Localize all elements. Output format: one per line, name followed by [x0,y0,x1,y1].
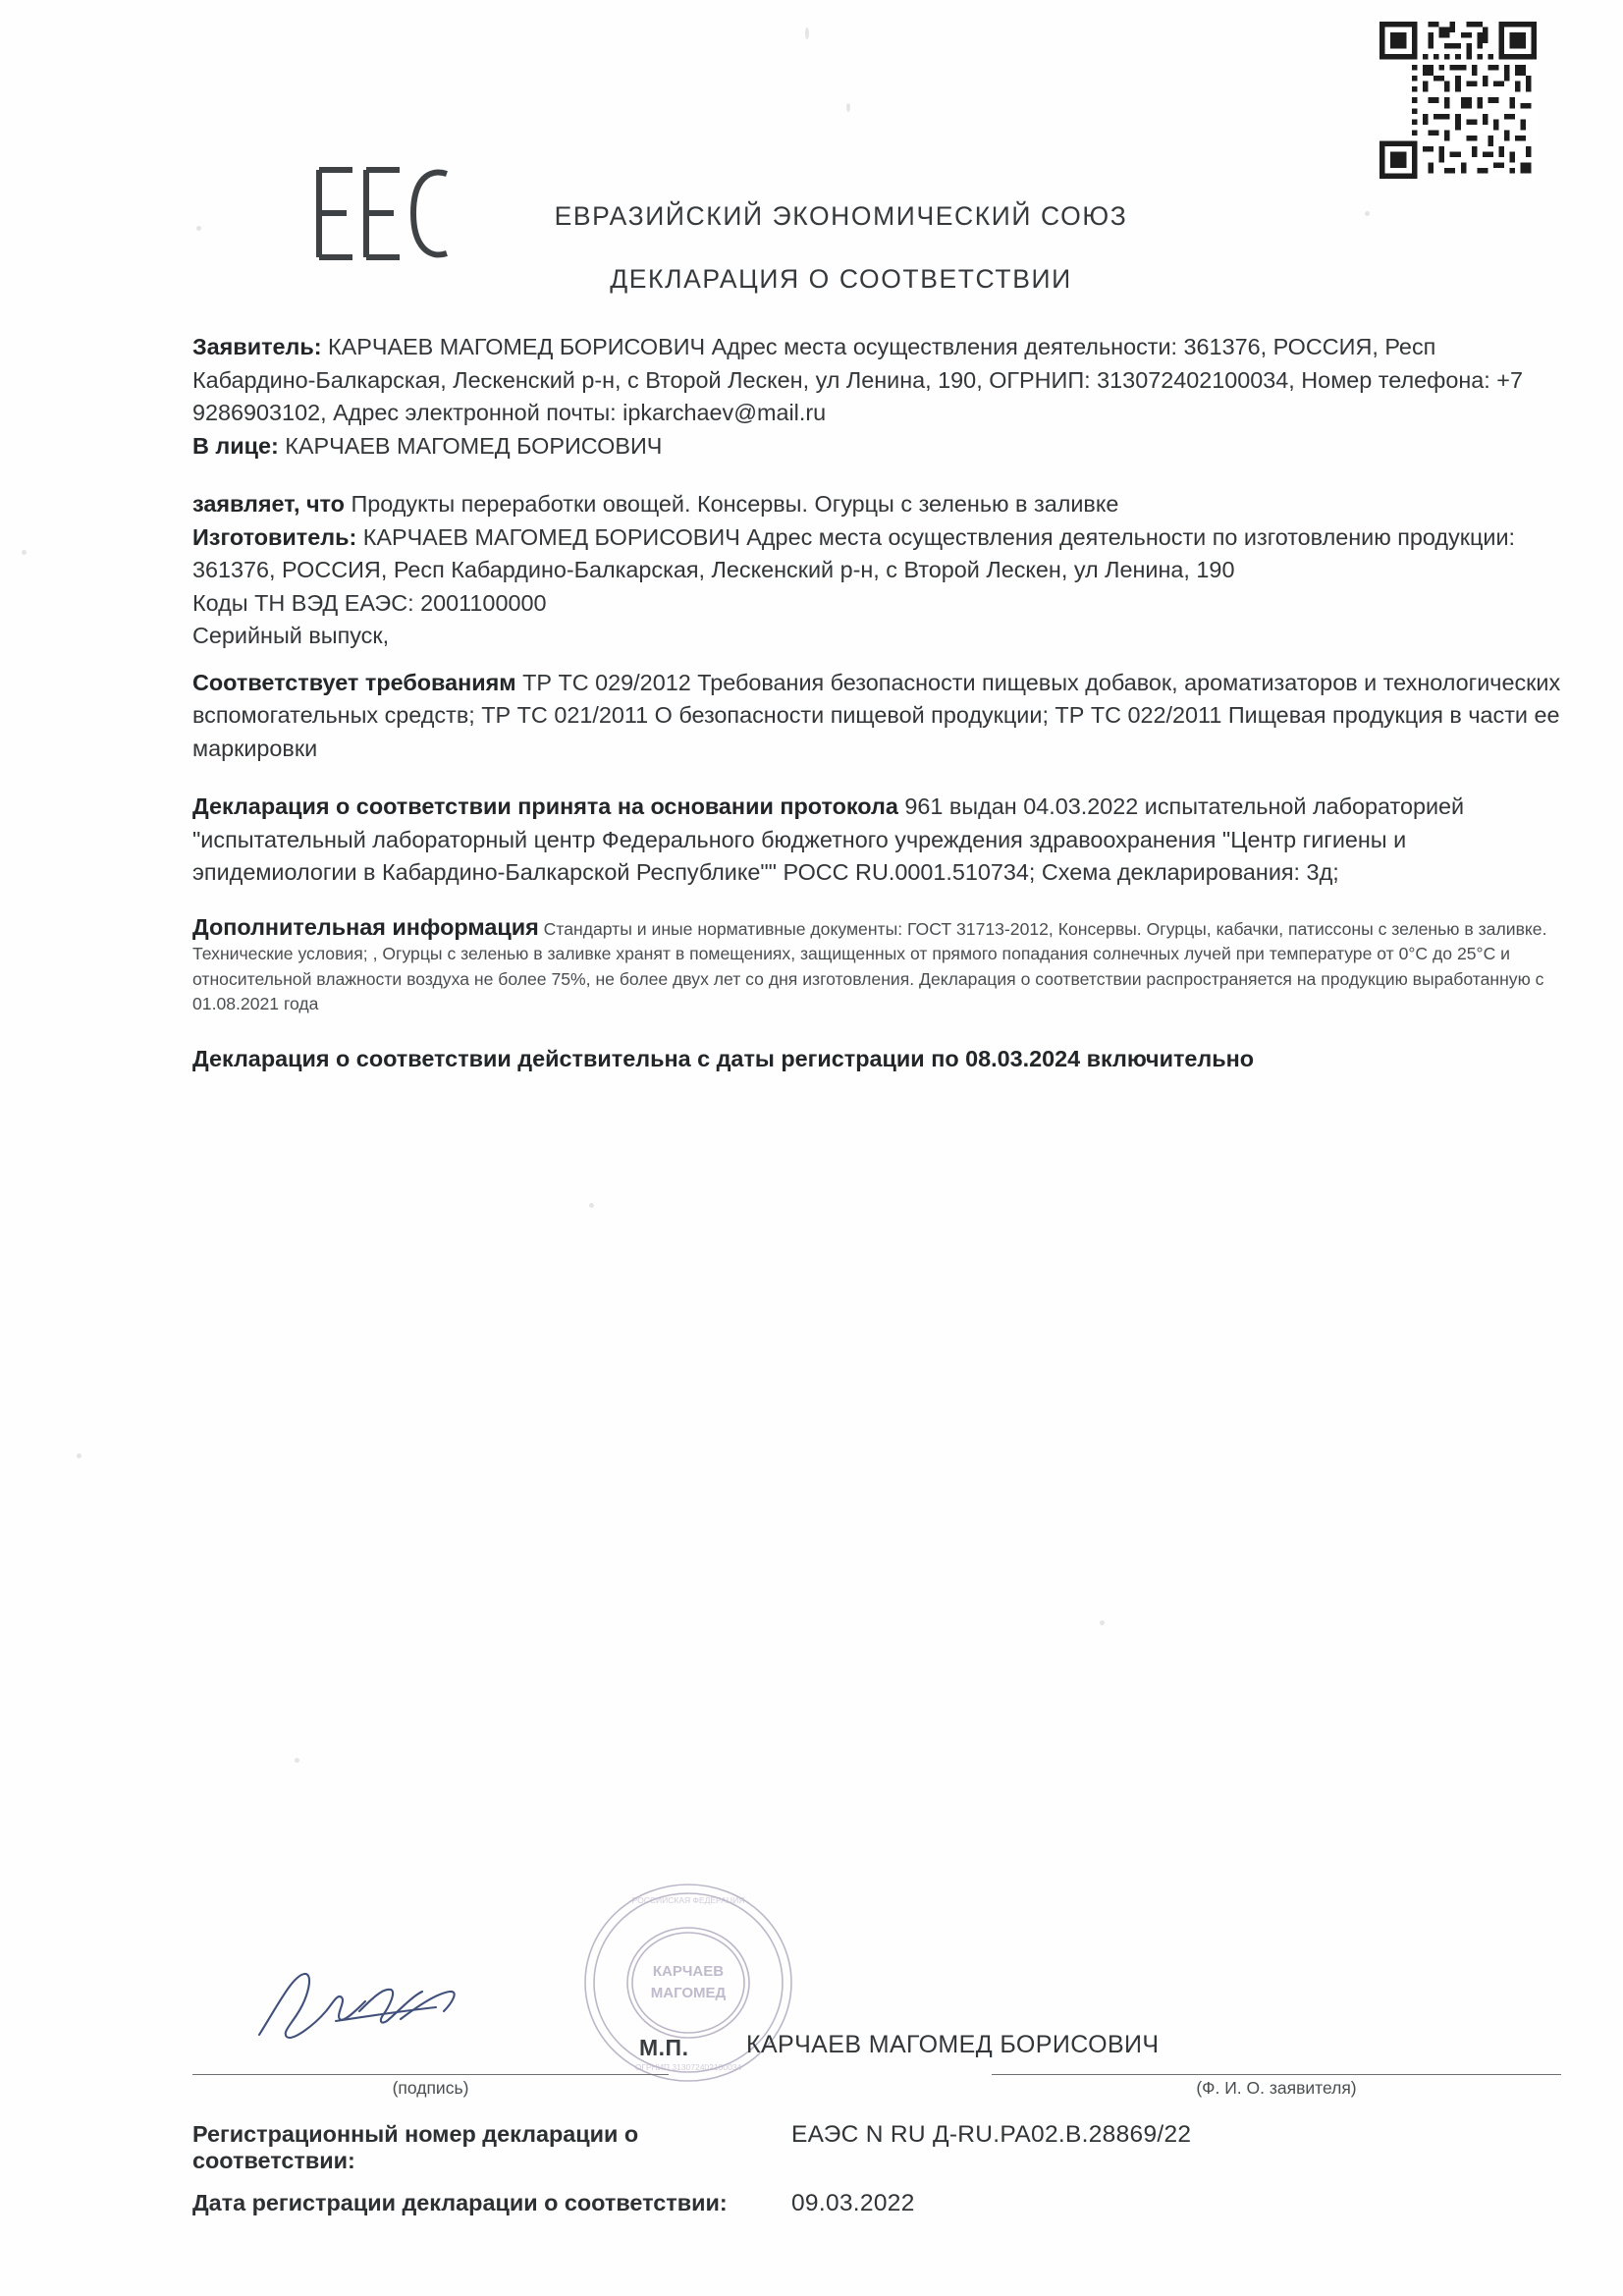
header-title-declaration: ДЕКЛАРАЦИЯ О СООТВЕТСТВИИ [610,264,1072,294]
document-body [192,331,1562,1075]
tnved-codes: Коды ТН ВЭД ЕАЭС: 2001100000 [192,589,547,616]
represented-label: В лице: [192,432,279,459]
additional-info-paragraph [192,915,1562,1017]
signature-rule-left [192,2074,669,2075]
applicant-label: Заявитель: [192,334,322,359]
applicant-paragraph [192,331,1562,430]
registration-number-value: ЕАЭС N RU Д-RU.РА02.В.28869/22 [791,2121,1192,2148]
signature-caption-left: (подпись) [392,2078,469,2098]
registration-number-row [192,2121,1567,2174]
handwritten-signature [253,1964,479,2052]
basis-text: 961 выдан 04.03.2022 испытательной лабораторией "испытательный лабораторный центр Федерального бюджетного учреждения здравоохранения "Центр гигиены и эпидемиологии в Кабардино-Балкарской Республике"" РОСС RU.0001.510734; Схема декларирования: 3д; [192,793,1465,885]
svg-text:ОГРНИП 313072402100034: ОГРНИП 313072402100034 [634,2062,742,2072]
document-header [0,201,1623,295]
basis-label: Декларация о соответствии принята на основании протокола [192,793,898,819]
applicant-text: КАРЧАЕВ МАГОМЕД БОРИСОВИЧ Адрес места осуществления деятельности: 361376, РОССИЯ, Респ Кабардино-Балкарская, Лескенский р-н, с Второй Лескен, ул Ленина, 190, ОГРНИП: 313072402100034, Номер телефона: +7 9286903102, Адрес электронной почты: ipkarchaev@mail.ru [192,334,1523,425]
svg-text:РОССИЙСКАЯ ФЕДЕРАЦИЯ: РОССИЙСКАЯ ФЕДЕРАЦИЯ [631,1895,745,1905]
stamp-name-bottom: МАГОМЕД [650,1985,727,2001]
scan-speck [295,1758,299,1763]
registration-number-label: Регистрационный номер декларации о соответствии: [192,2121,639,2173]
conformity-paragraph [192,667,1562,766]
signature-caption-right: (Ф. И. О. заявителя) [1196,2078,1357,2098]
manufacturer-text: КАРЧАЕВ МАГОМЕД БОРИСОВИЧ Адрес места осуществления деятельности по изготовлению продукции: 361376, РОССИЯ, Респ Кабардино-Балкарская, Лескенский р-н, с Второй Лескен, ул Ленина, 190 [192,523,1516,582]
scan-speck [589,1203,594,1208]
registration-footer [192,2121,1567,2233]
stamp-name-top: КАРЧАЕВ [652,1963,725,1980]
validity-paragraph: Декларация о соответствии действительна с даты регистрации по 08.03.2024 включительно [192,1045,1255,1071]
registration-date-value: 09.03.2022 [791,2190,915,2216]
registration-date-row [192,2190,1567,2217]
header-title-union: ЕВРАЗИЙСКИЙ ЭКОНОМИЧЕСКИЙ СОЮЗ [554,201,1128,231]
scan-speck [77,1453,81,1458]
represented-text: КАРЧАЕВ МАГОМЕД БОРИСОВИЧ [278,432,663,459]
scan-speck [22,550,27,555]
additional-info-text: Стандарты и иные нормативные документы: ГОСТ 31713-2012, Консервы. Огурцы, кабачки, патиссоны с зеленью в заливке. Технические условия; , Огурцы с зеленью в заливке хранят в помещениях, защищенных от прямого попадания солнечных лучей при температуре от 0°C до 25°C и относительной влажности воздуха не более 75%, не более двух лет со дня изготовления. Декларация о соответствии распространяется на продукцию выработанную с 01.08.2021 года [192,918,1547,1013]
conformity-label: Соответствует требованиям [192,669,516,695]
additional-info-label: Дополнительная информация [192,913,539,940]
basis-paragraph [192,791,1562,890]
scan-speck [805,27,809,39]
represented-paragraph [192,430,1562,464]
registration-date-label: Дата регистрации декларации о соответствии: [192,2190,728,2215]
manufacturer-paragraph [192,521,1562,587]
declares-text: Продукты переработки овощей. Консервы. Огурцы с зеленью в заливке [344,491,1119,517]
conformity-text: ТР ТС 029/2012 Требования безопасности пищевых добавок, ароматизаторов и технологических вспомогательных средств; ТР ТС 021/2011 О безопасности пищевой продукции; ТР ТС 022/2011 Пищевая продукция в части ее маркировки [192,669,1561,761]
signature-rule-right [992,2074,1561,2075]
manufacturer-label: Изготовитель: [192,523,357,550]
scan-speck [846,103,850,112]
stamp-place-label: М.П. [639,2035,689,2060]
production-type: Серийный выпуск, [192,623,390,648]
declares-label: заявляет, что [192,491,345,517]
qr-code [1380,22,1537,179]
declares-paragraph [192,488,1562,521]
signer-name: КАРЧАЕВ МАГОМЕД БОРИСОВИЧ [746,2031,1160,2058]
scan-speck [1100,1620,1105,1625]
